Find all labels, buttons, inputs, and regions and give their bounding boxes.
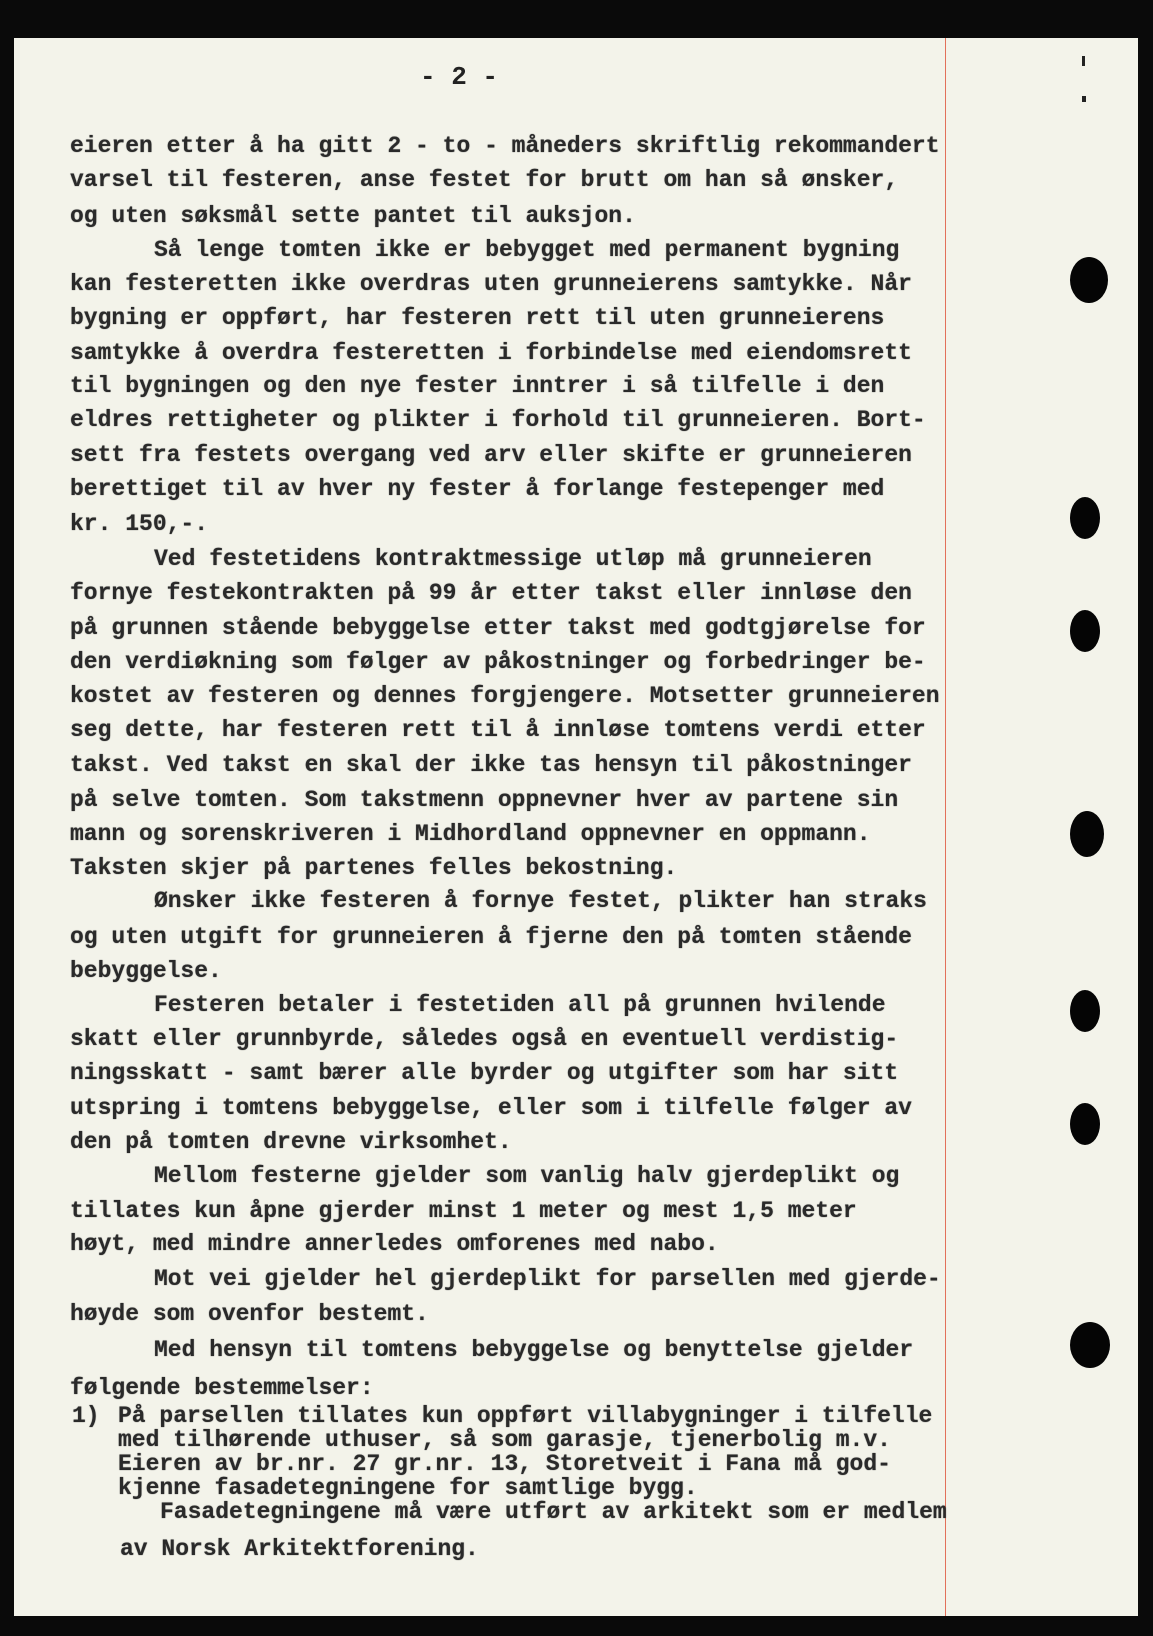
page-number: - 2 - — [420, 62, 499, 92]
text-line: Ved festetidens kontraktmessige utløp må grunneieren — [154, 546, 872, 572]
text-line: Så lenge tomten ikke er bebygget med permanent bygning — [154, 237, 900, 263]
text-line: mann og sorenskriveren i Midhordland oppnevner en oppmann. — [70, 821, 871, 847]
list-number: 1) — [72, 1403, 100, 1429]
scan-mark — [1082, 56, 1085, 66]
text-line: varsel til festeren, anse festet for brutt om han så ønsker, — [70, 167, 899, 193]
text-line: Mellom festerne gjelder som vanlig halv gjerdeplikt og — [154, 1163, 900, 1189]
text-line: berettiget til av hver ny fester å forlange festepenger med — [70, 476, 885, 502]
text-line: Ønsker ikke festeren å fornye festet, plikter han straks — [154, 888, 927, 914]
text-line: bebyggelse. — [70, 958, 222, 984]
text-line: kr. 150,-. — [70, 511, 209, 537]
text-line: høyde som ovenfor bestemt. — [70, 1301, 429, 1327]
scan-mark — [1082, 96, 1086, 102]
text-line: kostet av festeren og dennes forgjengere. Motsetter grunneieren — [70, 683, 940, 709]
punch-hole — [1070, 990, 1100, 1032]
text-line: seg dette, har festeren rett til å innløse tomtens verdi etter — [70, 717, 926, 743]
punch-hole — [1070, 610, 1100, 652]
text-line: og uten utgift for grunneieren å fjerne den på tomten stående — [70, 924, 912, 950]
text-line: sett fra festets overgang ved arv eller skifte er grunneieren — [70, 442, 912, 468]
text-line: følgende bestemmelser: — [70, 1375, 374, 1401]
text-line: samtykke å overdra festeretten i forbindelse med eiendomsrett — [70, 340, 912, 366]
text-line: den på tomten drevne virksomhet. — [70, 1129, 512, 1155]
text-line: Festeren betaler i festetiden all på grunnen hvilende — [154, 992, 886, 1018]
punch-hole — [1070, 1322, 1110, 1368]
text-line: bygning er oppført, har festeren rett til uten grunneierens — [70, 305, 885, 331]
list-line: av Norsk Arkitektforening. — [120, 1536, 479, 1562]
text-line: takst. Ved takst en skal der ikke tas hensyn til påkostninger — [70, 752, 912, 778]
text-line: Med hensyn til tomtens bebyggelse og benyttelse gjelder — [154, 1337, 914, 1363]
list-line: Eieren av br.nr. 27 gr.nr. 13, Storetveit i Fana må god- — [118, 1451, 891, 1477]
text-line: utspring i tomtens bebyggelse, eller som i tilfelle følger av — [70, 1095, 912, 1121]
punch-hole — [1070, 497, 1100, 539]
punch-hole — [1070, 1103, 1100, 1145]
text-line: på grunnen stående bebyggelse etter takst med godtgjørelse for — [70, 615, 926, 641]
text-line: høyt, med mindre annerledes omforenes med nabo. — [70, 1231, 719, 1257]
punch-hole — [1070, 811, 1104, 857]
list-line: Fasadetegningene må være utført av arkitekt som er medlem — [160, 1499, 947, 1525]
red-margin-line — [945, 38, 946, 1616]
text-line: eldres rettigheter og plikter i forhold til grunneieren. Bort- — [70, 407, 926, 433]
list-line: På parsellen tillates kun oppført villabygninger i tilfelle — [118, 1403, 933, 1429]
text-line: på selve tomten. Som takstmenn oppnevner hver av partene sin — [70, 787, 899, 813]
list-line: med tilhørende uthuser, så som garasje, tjenerbolig m.v. — [118, 1427, 891, 1453]
text-line: Mot vei gjelder hel gjerdeplikt for parsellen med gjerde- — [154, 1266, 941, 1292]
text-line: eieren etter å ha gitt 2 - to - måneders skriftlig rekommandert — [70, 133, 940, 159]
text-line: den verdiøkning som følger av påkostninger og forbedringer be- — [70, 649, 926, 675]
text-line: fornye festekontrakten på 99 år etter takst eller innløse den — [70, 580, 912, 606]
text-line: til bygningen og den nye fester inntrer i så tilfelle i den — [70, 373, 885, 399]
text-line: skatt eller grunnbyrde, således også en eventuell verdistig- — [70, 1026, 899, 1052]
list-line: kjenne fasadetegningene for samtlige bygg. — [118, 1475, 698, 1501]
punch-hole — [1070, 257, 1108, 303]
text-line: Taksten skjer på partenes felles bekostning. — [70, 855, 678, 881]
text-line: ningsskatt - samt bærer alle byrder og utgifter som har sitt — [70, 1060, 899, 1086]
text-line: tillates kun åpne gjerder minst 1 meter og mest 1,5 meter — [70, 1198, 857, 1224]
text-line: og uten søksmål sette pantet til auksjon. — [70, 203, 636, 229]
text-line: kan festeretten ikke overdras uten grunneierens samtykke. Når — [70, 271, 912, 297]
